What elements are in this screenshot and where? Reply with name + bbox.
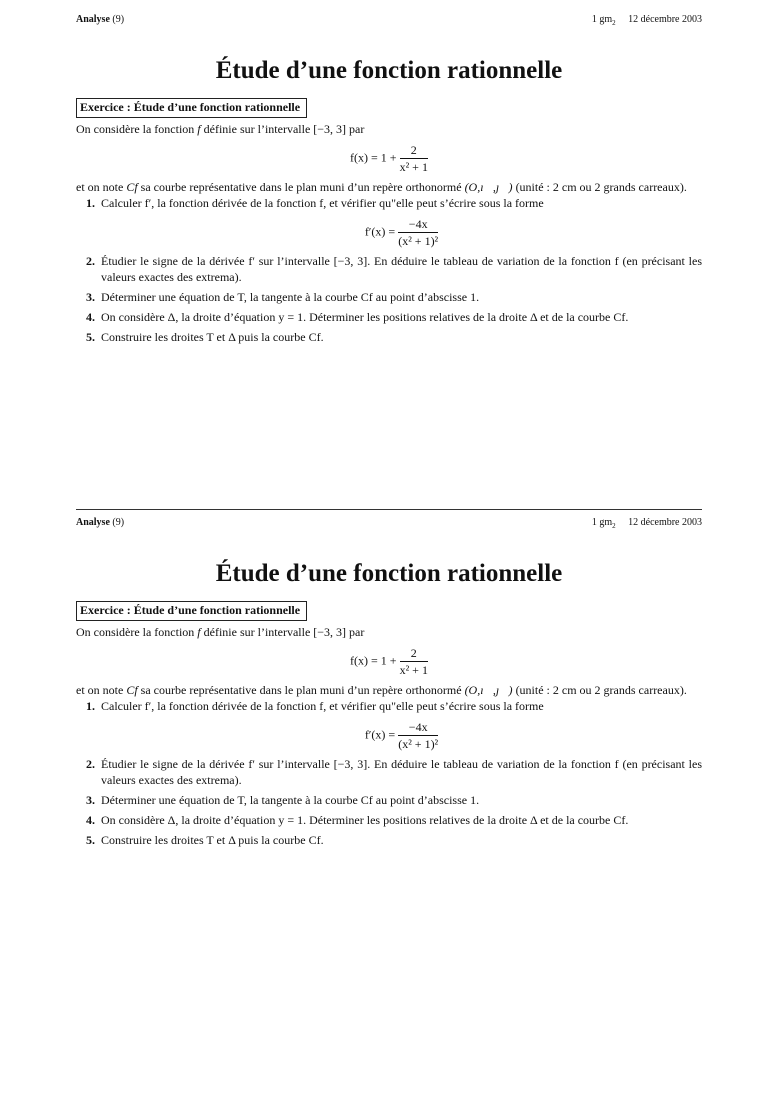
page-header (76, 517, 702, 533)
intro-text: On considère la fonction f définie sur l’intervalle [−3, 3] par (76, 122, 365, 136)
question-item: 3. Déterminer une équation de T, la tangente à la courbe Cf au point d’abscisse 1. (86, 290, 480, 304)
question-item: 1. Calculer f′, la fonction dérivée de la fonction f, et vérifier qu"elle peut s’écrire sous la forme f′(x) = $\frac{-4x}{\text{(x² + 1)²}}$ (76, 698, 702, 751)
derivative-equation: f′(x) = $\frac{-4x}{\text{(x² + 1)²}}$ (364, 720, 439, 751)
question-item: 2. Étudier le signe de la dérivée f′ sur l’intervalle [−3, 3]. En déduire le tableau de variation de la fonction f (en précisant les valeurs exactes des extrema). (86, 254, 702, 284)
question-list (76, 195, 702, 345)
exercise-box: Exercice : Étude d’une fonction rationnelle (76, 98, 307, 118)
header-subject: Analyse (9) (76, 14, 125, 25)
header-subject: Analyse (9) (76, 517, 125, 528)
derivative-equation: f′(x) = $\frac{-4x}{\text{(x² + 1)²}}$ (364, 217, 439, 248)
exercise-box: Exercice : Étude d’une fonction rationnelle (76, 601, 307, 621)
header-date: 12 décembre 2003 (628, 14, 702, 25)
page-title: Étude d’une fonction rationnelle (215, 57, 563, 84)
question-item: 4. On considère Δ, la droite d’équation y = 1. Déterminer les positions relatives de la droite Δ et de la courbe Cf. (86, 310, 629, 324)
function-equation: f(x) = 1 + $\frac{2}{\text{x² + 1}}$ (350, 143, 428, 174)
question-list (76, 698, 702, 848)
question-item: 3. Déterminer une équation de T, la tangente à la courbe Cf au point d’abscisse 1. (86, 793, 480, 807)
page-title: Étude d’une fonction rationnelle (215, 560, 563, 587)
question-item: 4. On considère Δ, la droite d’équation y = 1. Déterminer les positions relatives de la droite Δ et de la courbe Cf. (86, 813, 629, 827)
intro-text: On considère la fonction f définie sur l’intervalle [−3, 3] par (76, 625, 365, 639)
page-header (76, 14, 702, 30)
header-class-date: 1 $gm_2$ 12 décembre 2003 (591, 14, 702, 27)
header-date: 12 décembre 2003 (628, 517, 702, 528)
worksheet-bottom (76, 517, 702, 852)
question-item: 1. Calculer f′, la fonction dérivée de la fonction f, et vérifier qu"elle peut s’écrire sous la forme f′(x) = $\frac{-4x}{\text{(x² + 1)²}}$ (76, 195, 702, 248)
function-equation: f(x) = 1 + $\frac{2}{\text{x² + 1}}$ (350, 646, 428, 677)
question-item: 5. Construire les droites T et Δ puis la courbe Cf. (86, 833, 324, 847)
question-item: 2. Étudier le signe de la dérivée f′ sur l’intervalle [−3, 3]. En déduire le tableau de variation de la fonction f (en précisant les valeurs exactes des extrema). (86, 757, 702, 787)
worksheet-top (76, 14, 702, 349)
curve-text: et on note Cf sa courbe représentative dans le plan muni d’un repère orthonormé (O,ı⃗,ȷ⃗) (unité : 2 cm ou 2 grands carreaux). (76, 180, 687, 194)
curve-text: et on note Cf sa courbe représentative dans le plan muni d’un repère orthonormé (O,ı⃗,ȷ⃗) (unité : 2 cm ou 2 grands carreaux). (76, 683, 687, 697)
cut-line (76, 509, 702, 510)
header-class-date: 1 $gm_2$ 12 décembre 2003 (591, 517, 702, 530)
question-item: 5. Construire les droites T et Δ puis la courbe Cf. (86, 330, 324, 344)
